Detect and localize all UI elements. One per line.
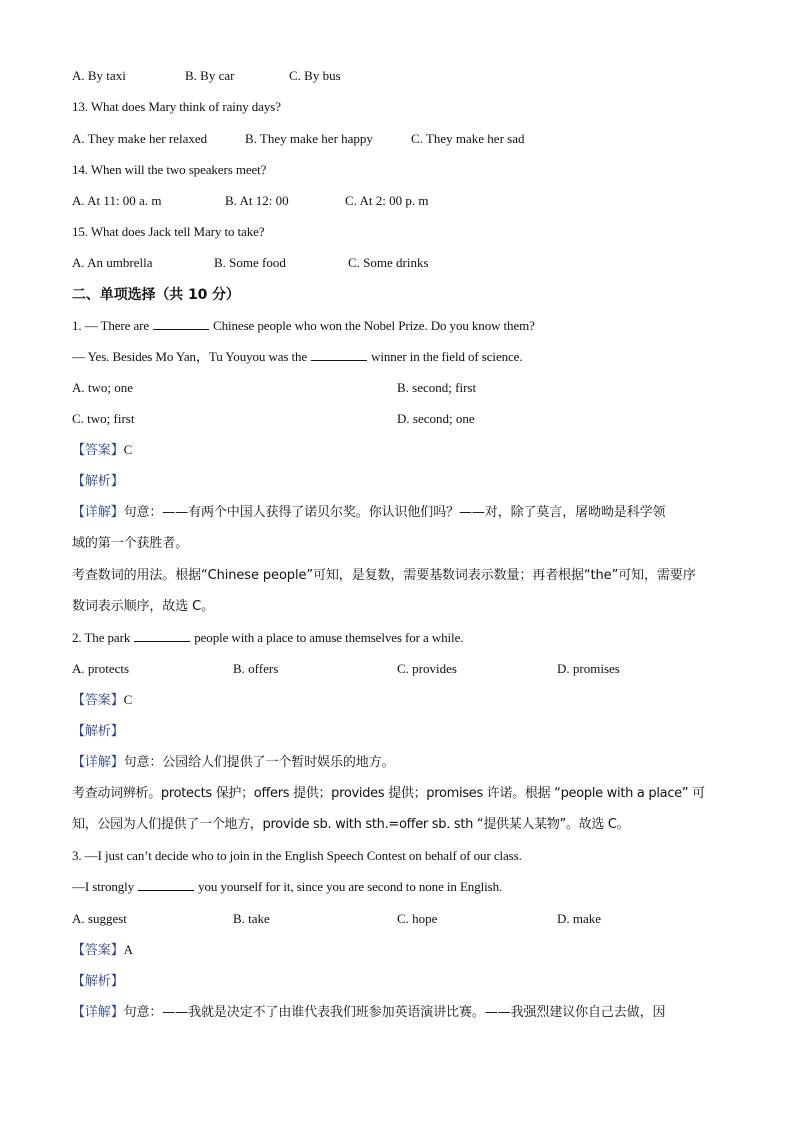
- analysis-label: 【解析】: [72, 974, 124, 989]
- q2-note-line1: 考查动词辨析。protects 保护；offers 提供；provides 提供；promises 许诺。根据 “people with a place” 可: [72, 786, 705, 801]
- q2-option-c: C. provides: [397, 661, 457, 676]
- q1-answer: [72, 441, 132, 460]
- q15-question: 15. What does Jack tell Mary to take?: [72, 224, 265, 239]
- q2-answer: [72, 691, 132, 710]
- q3-text-b: you yourself for it, since you are second to none in English.: [198, 879, 503, 894]
- q3-detail-line1: [72, 1004, 665, 1022]
- q2-text-b: people with a place to amuse themselves for a while.: [194, 630, 464, 645]
- q2-text-a: 2. The park: [72, 630, 131, 645]
- q3-line1: 3. —I just can’t decide who to join in the English Speech Contest on behalf of our class.: [72, 848, 522, 863]
- q15-option-a: A. An umbrella: [72, 255, 153, 270]
- q3-answer: [72, 941, 133, 960]
- section-title: 二、单项选择（共 10 分）: [72, 287, 240, 303]
- q13-question: 13. What does Mary think of rainy days?: [72, 99, 281, 114]
- q2-detail-text1: 句意：公园给人们提供了一个暂时娱乐的地方。: [123, 755, 395, 770]
- q14-question: 14. When will the two speakers meet?: [72, 162, 267, 177]
- q13-option-b: B. They make her happy: [245, 131, 373, 146]
- q12-option-a: A. By taxi: [72, 68, 126, 83]
- detail-label: 【详解】: [72, 755, 124, 770]
- q2-blank: [134, 629, 190, 642]
- q1-option-b: B. second; first: [397, 380, 477, 395]
- q1-detail-text1: 句意：——有两个中国人获得了诺贝尔奖。你认识他们吗？——对，除了莫言，屠呦呦是科学领: [123, 505, 666, 520]
- q3-option-a: A. suggest: [72, 911, 127, 926]
- q1-line2: [72, 348, 523, 366]
- q1-blank-2: [311, 348, 367, 361]
- q2-line1: [72, 629, 463, 647]
- analysis-label: 【解析】: [72, 724, 124, 739]
- q3-blank: [138, 878, 194, 891]
- q12-option-b: B. By car: [185, 68, 235, 83]
- q2-option-b: B. offers: [233, 661, 279, 676]
- q1-text-a: 1. — There are: [72, 318, 150, 333]
- q1-answer-value: C: [123, 442, 133, 457]
- q2-detail-line1: [72, 754, 395, 772]
- q1-option-c: C. two; first: [72, 411, 135, 426]
- q14-option-a: A. At 11: 00 a. m: [72, 193, 162, 208]
- q1-note-line2: 数词表示顺序，故选 C。: [72, 599, 215, 614]
- q3-detail-text1: 句意：——我就是决定不了由谁代表我们班参加英语演讲比赛。——我强烈建议你自己去做，因: [123, 1005, 666, 1020]
- q1-detail-line2: 域的第一个获胜者。: [72, 536, 189, 551]
- q2-analysis: [72, 722, 124, 741]
- q3-option-c: C. hope: [397, 911, 438, 926]
- q1-line1: [72, 317, 535, 335]
- q1-text-d: winner in the field of science.: [371, 349, 523, 364]
- q1-option-a: A. two; one: [72, 380, 134, 395]
- q3-text-a: —I strongly: [72, 879, 135, 894]
- q2-option-a: A. protects: [72, 661, 130, 676]
- q3-analysis: [72, 972, 124, 991]
- answer-label: 【答案】: [72, 943, 124, 958]
- q13-option-a: A. They make her relaxed: [72, 131, 208, 146]
- q3-option-d: D. make: [557, 911, 602, 926]
- detail-label: 【详解】: [72, 1005, 124, 1020]
- q13-option-c: C. They make her sad: [411, 131, 525, 146]
- q3-answer-value: A: [123, 942, 133, 957]
- q1-blank-1: [153, 317, 209, 330]
- detail-label: 【详解】: [72, 505, 124, 520]
- q1-detail-line1: [72, 504, 665, 522]
- q1-option-d: D. second; one: [397, 411, 475, 426]
- analysis-label: 【解析】: [72, 474, 124, 489]
- answer-label: 【答案】: [72, 693, 124, 708]
- q12-option-c: C. By bus: [289, 68, 341, 83]
- q15-option-b: B. Some food: [214, 255, 286, 270]
- q1-text-c: — Yes. Besides Mo Yan，Tu Youyou was the: [72, 349, 308, 364]
- q15-option-c: C. Some drinks: [348, 255, 429, 270]
- q2-option-d: D. promises: [557, 661, 620, 676]
- answer-label: 【答案】: [72, 443, 124, 458]
- q1-text-b: Chinese people who won the Nobel Prize. Do you know them?: [213, 318, 535, 333]
- q14-option-c: C. At 2: 00 p. m: [345, 193, 429, 208]
- q2-answer-value: C: [123, 692, 133, 707]
- q3-option-b: B. take: [233, 911, 270, 926]
- q1-analysis: [72, 472, 124, 491]
- q14-option-b: B. At 12: 00: [225, 193, 289, 208]
- q2-note-line2: 知，公园为人们提供了一个地方，provide sb. with sth.=offer sb. sth “提供某人某物”。故选 C。: [72, 817, 630, 832]
- q3-line2: [72, 878, 502, 896]
- q1-note-line1: 考查数词的用法。根据“Chinese people”可知，是复数，需要基数词表示数量；再者根据“the”可知，需要序: [72, 568, 696, 583]
